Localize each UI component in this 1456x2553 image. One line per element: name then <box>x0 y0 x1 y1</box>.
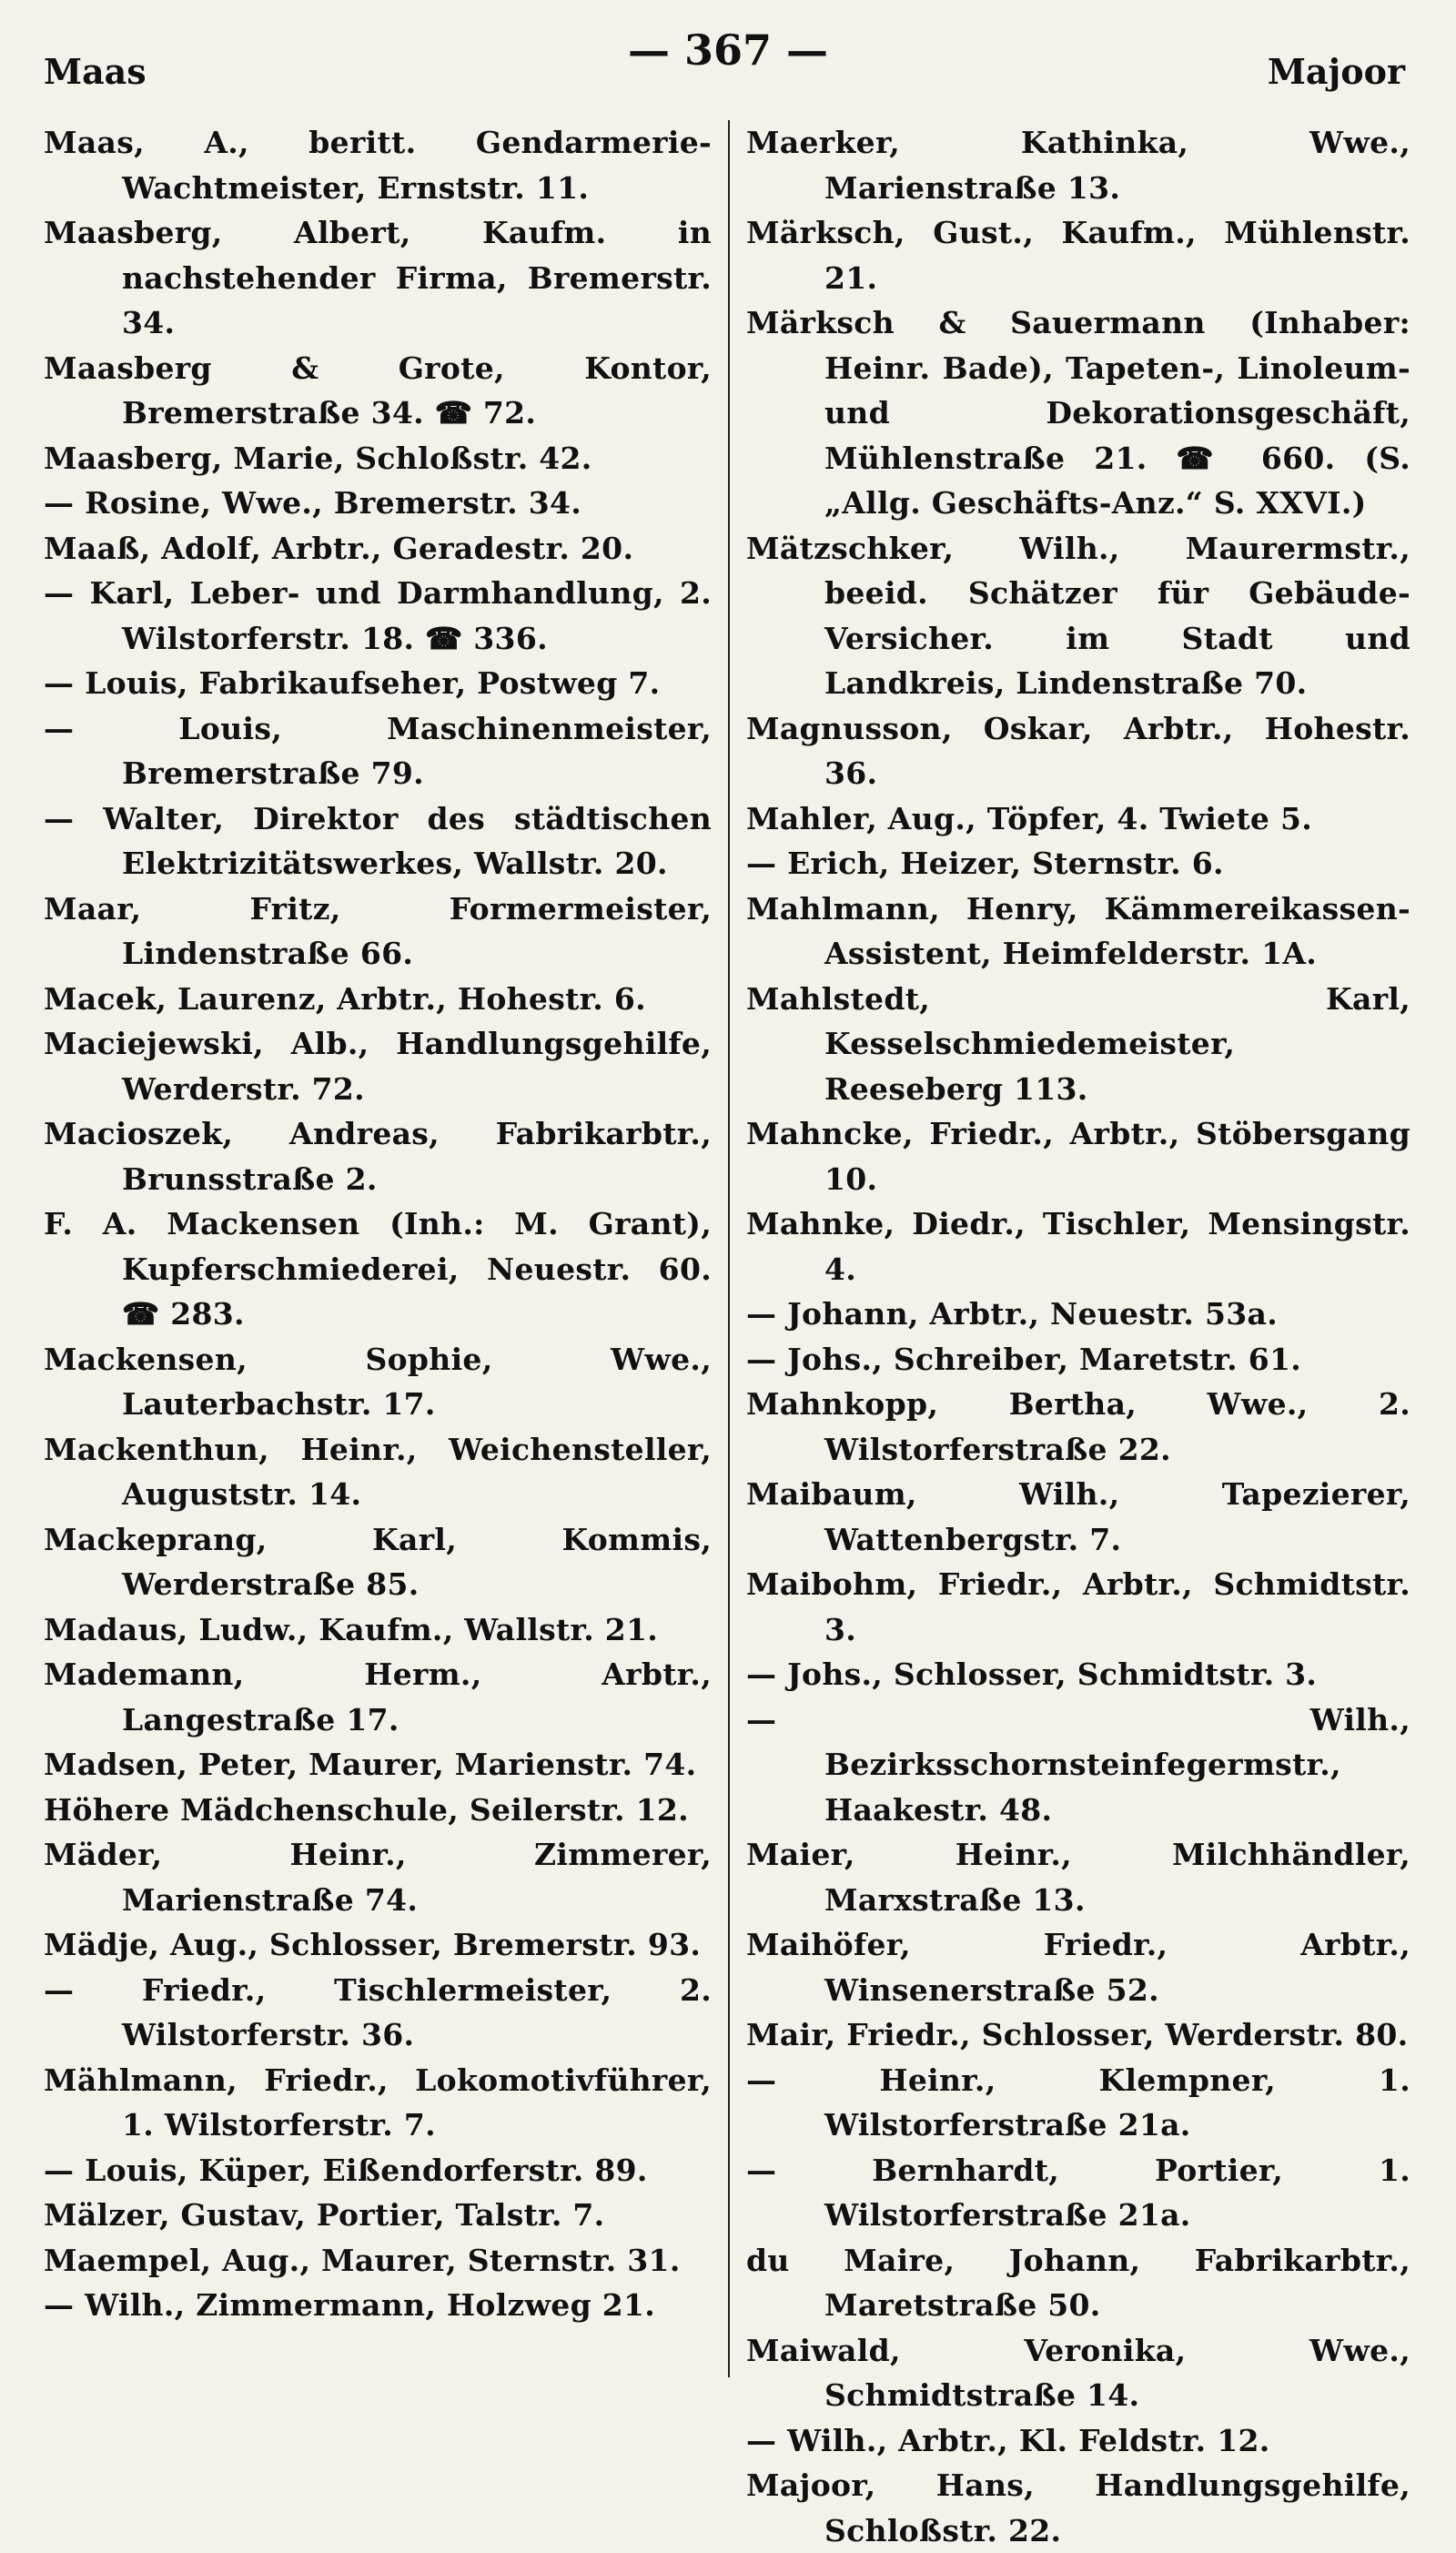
directory-entry: Maier, Heinr., Milchhändler, Marxstraße 13. <box>746 1837 1410 1918</box>
directory-entry: F. A. Mackensen (Inh.: M. Grant), Kupferschmiederei, Neuestr. 60. ☎ 283. <box>44 1206 712 1332</box>
directory-entry: Mäder, Heinr., Zimmerer, Marienstraße 74. <box>44 1837 712 1918</box>
directory-entry: Mahlmann, Henry, Kämmereikassen-Assistent, Heimfelderstr. 1A. <box>746 890 1410 971</box>
directory-entry: Mädje, Aug., Schlosser, Bremerstr. 93. <box>44 1927 702 1962</box>
page-header <box>33 25 1423 92</box>
right-column <box>728 120 1423 2548</box>
header-first-name: Maas <box>44 51 147 92</box>
directory-entry: — Erich, Heizer, Sternstr. 6. <box>746 846 1224 881</box>
directory-entry: Maerker, Kathinka, Wwe., Marienstraße 13. <box>746 125 1410 206</box>
directory-entry: Mälzer, Gustav, Portier, Talstr. 7. <box>44 2197 605 2233</box>
directory-entry: — Walter, Direktor des städtischen Elektrizitätswerkes, Wallstr. 20. <box>44 800 712 881</box>
column-divider <box>728 120 730 2377</box>
directory-entry: Mackenthun, Heinr., Weichensteller, Auguststr. 14. <box>44 1431 712 1512</box>
directory-entry: Maar, Fritz, Formermeister, Lindenstraße 66. <box>44 890 712 971</box>
directory-entry: Madaus, Ludw., Kaufm., Wallstr. 21. <box>44 1611 659 1647</box>
directory-entry: Macioszek, Andreas, Fabrikarbtr., Brunsstraße 2. <box>44 1116 712 1197</box>
directory-entry: Mackensen, Sophie, Wwe., Lauterbachstr. 17. <box>44 1341 712 1422</box>
directory-entry: Madsen, Peter, Maurer, Marienstr. 74. <box>44 1747 697 1782</box>
directory-entry: — Friedr., Tischlermeister, 2. Wilstorferstr. 36. <box>44 1971 712 2052</box>
directory-entry: — Louis, Küper, Eißendorferstr. 89. <box>44 2152 648 2188</box>
directory-entry: Maas, A., beritt. Gendarmerie-Wachtmeister, Ernststr. 11. <box>44 125 712 206</box>
directory-entry: Maaß, Adolf, Arbtr., Geradestr. 20. <box>44 530 634 566</box>
directory-entry: Maasberg, Marie, Schloßstr. 42. <box>44 440 592 476</box>
directory-entry: Märksch, Gust., Kaufm., Mühlenstr. 21. <box>746 215 1410 296</box>
left-column <box>33 120 728 2377</box>
directory-entry: Mahncke, Friedr., Arbtr., Stöbersgang 10. <box>746 1116 1410 1197</box>
directory-entry: Maiwald, Veronika, Wwe., Schmidtstraße 14. <box>746 2332 1410 2413</box>
directory-entry: Mackeprang, Karl, Kommis, Werderstraße 85. <box>44 1521 712 1602</box>
directory-entry: Märksch & Sauermann (Inhaber: Heinr. Bade), Tapeten-, Linoleum- und Dekorationsgeschäft, Mühlenstraße 21. ☎ 660. (S. „Allg. Geschäfts-Anz.“ S. XXVI.) <box>746 305 1410 521</box>
directory-entry: Majoor, Hans, Handlungsgehilfe, Schloßstr. 22. <box>746 2467 1410 2548</box>
directory-entry: — Louis, Maschinenmeister, Bremerstraße 79. <box>44 710 712 791</box>
directory-entry: — Johann, Arbtr., Neuestr. 53a. <box>746 1296 1278 1332</box>
directory-entry: — Wilh., Zimmermann, Holzweg 21. <box>44 2287 656 2323</box>
directory-entry: Mair, Friedr., Schlosser, Werderstr. 80. <box>746 2017 1409 2052</box>
directory-entry: Maibohm, Friedr., Arbtr., Schmidtstr. 3. <box>746 1566 1410 1647</box>
directory-entry: — Karl, Leber- und Darmhandlung, 2. Wilstorferstr. 18. ☎ 336. <box>44 575 712 656</box>
directory-entry: Maasberg, Albert, Kaufm. in nachstehender Firma, Bremerstr. 34. <box>44 215 712 340</box>
directory-entry: Mählmann, Friedr., Lokomotivführer, 1. Wilstorferstr. 7. <box>44 2062 712 2143</box>
directory-entry: Maasberg & Grote, Kontor, Bremerstraße 34. ☎ 72. <box>44 350 712 431</box>
directory-columns <box>33 120 1423 2548</box>
directory-entry: — Louis, Fabrikaufseher, Postweg 7. <box>44 665 661 701</box>
directory-entry: Maihöfer, Friedr., Arbtr., Winsenerstraße 52. <box>746 1927 1410 2008</box>
directory-entry: — Bernhardt, Portier, 1. Wilstorferstraße 21a. <box>746 2152 1410 2233</box>
directory-entry: — Rosine, Wwe., Bremerstr. 34. <box>44 485 582 521</box>
directory-entry: — Heinr., Klempner, 1. Wilstorferstraße 21a. <box>746 2062 1410 2143</box>
directory-entry: — Johs., Schreiber, Maretstr. 61. <box>746 1341 1302 1377</box>
directory-entry: Höhere Mädchenschule, Seilerstr. 12. <box>44 1791 689 1828</box>
directory-entry: Mahnkopp, Bertha, Wwe., 2. Wilstorferstraße 22. <box>746 1386 1410 1467</box>
directory-entry: Maibaum, Wilh., Tapezierer, Wattenbergstr. 7. <box>746 1476 1410 1557</box>
directory-entry: — Wilh., Arbtr., Kl. Feldstr. 12. <box>746 2422 1270 2458</box>
directory-entry: Mahnke, Diedr., Tischler, Mensingstr. 4. <box>746 1206 1410 1287</box>
directory-entry: Mahler, Aug., Töpfer, 4. Twiete 5. <box>746 800 1313 836</box>
directory-entry: Mätzschker, Wilh., Maurermstr., beeid. Schätzer für Gebäude-Versicher. im Stadt und Landkreis, Lindenstraße 70. <box>746 530 1410 701</box>
directory-entry: Mahlstedt, Karl, Kesselschmiedemeister, Reeseberg 113. <box>746 980 1410 1107</box>
page-number: — 367 — <box>627 25 829 75</box>
directory-entry: — Wilh., Bezirksschornsteinfegermstr., Haakestr. 48. <box>746 1701 1410 1828</box>
directory-entry: Maempel, Aug., Maurer, Sternstr. 31. <box>44 2242 681 2278</box>
directory-entry: Magnusson, Oskar, Arbtr., Hohestr. 36. <box>746 710 1410 791</box>
directory-entry: Maciejewski, Alb., Handlungsgehilfe, Werderstr. 72. <box>44 1026 712 1107</box>
directory-entry: du Maire, Johann, Fabrikarbtr., Maretstraße 50. <box>746 2242 1410 2323</box>
directory-entry: Macek, Laurenz, Arbtr., Hohestr. 6. <box>44 980 646 1017</box>
directory-entry: — Johs., Schlosser, Schmidtstr. 3. <box>746 1656 1318 1692</box>
directory-entry: Mademann, Herm., Arbtr., Langestraße 17. <box>44 1656 712 1737</box>
header-last-name: Majoor <box>1267 51 1405 92</box>
